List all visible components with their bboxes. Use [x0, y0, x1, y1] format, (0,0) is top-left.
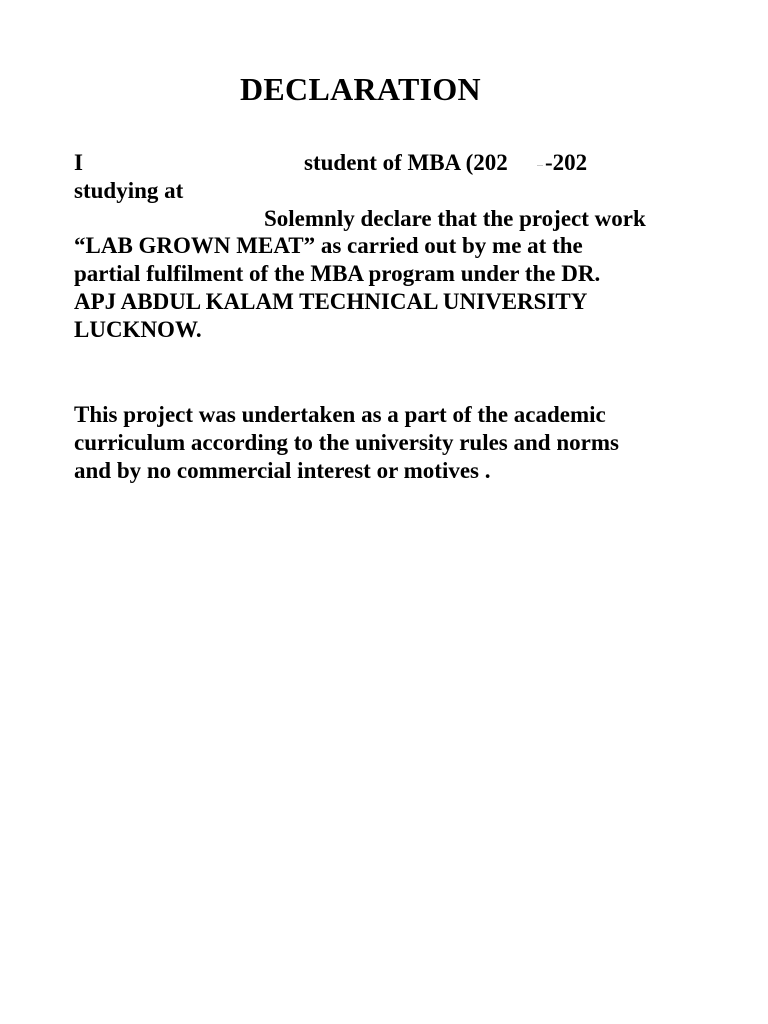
declaration-year-end: -202	[545, 150, 588, 175]
declaration-solemnly: Solemnly declare that the project work	[264, 206, 646, 231]
purpose-line-2: curriculum according to the university rules and norms	[74, 430, 619, 455]
declaration-fulfilment: partial fulfilment of the MBA program under the DR.	[74, 261, 601, 286]
declaration-university: APJ ABDUL KALAM TECHNICAL UNIVERSITY	[74, 289, 588, 314]
purpose-line-3: and by no commercial interest or motives .	[74, 458, 491, 483]
page-title: DECLARATION	[240, 71, 481, 107]
declaration-studying-at: studying at	[74, 178, 184, 203]
declaration-student-of: student of MBA (202	[304, 150, 508, 175]
declaration-city: LUCKNOW.	[74, 317, 202, 342]
year-blank-mark	[537, 165, 543, 166]
declaration-project-title: “LAB GROWN MEAT” as carried out by me at the	[74, 233, 583, 258]
purpose-line-1: This project was undertaken as a part of the academic	[74, 402, 606, 427]
declaration-pronoun: I	[74, 150, 83, 175]
